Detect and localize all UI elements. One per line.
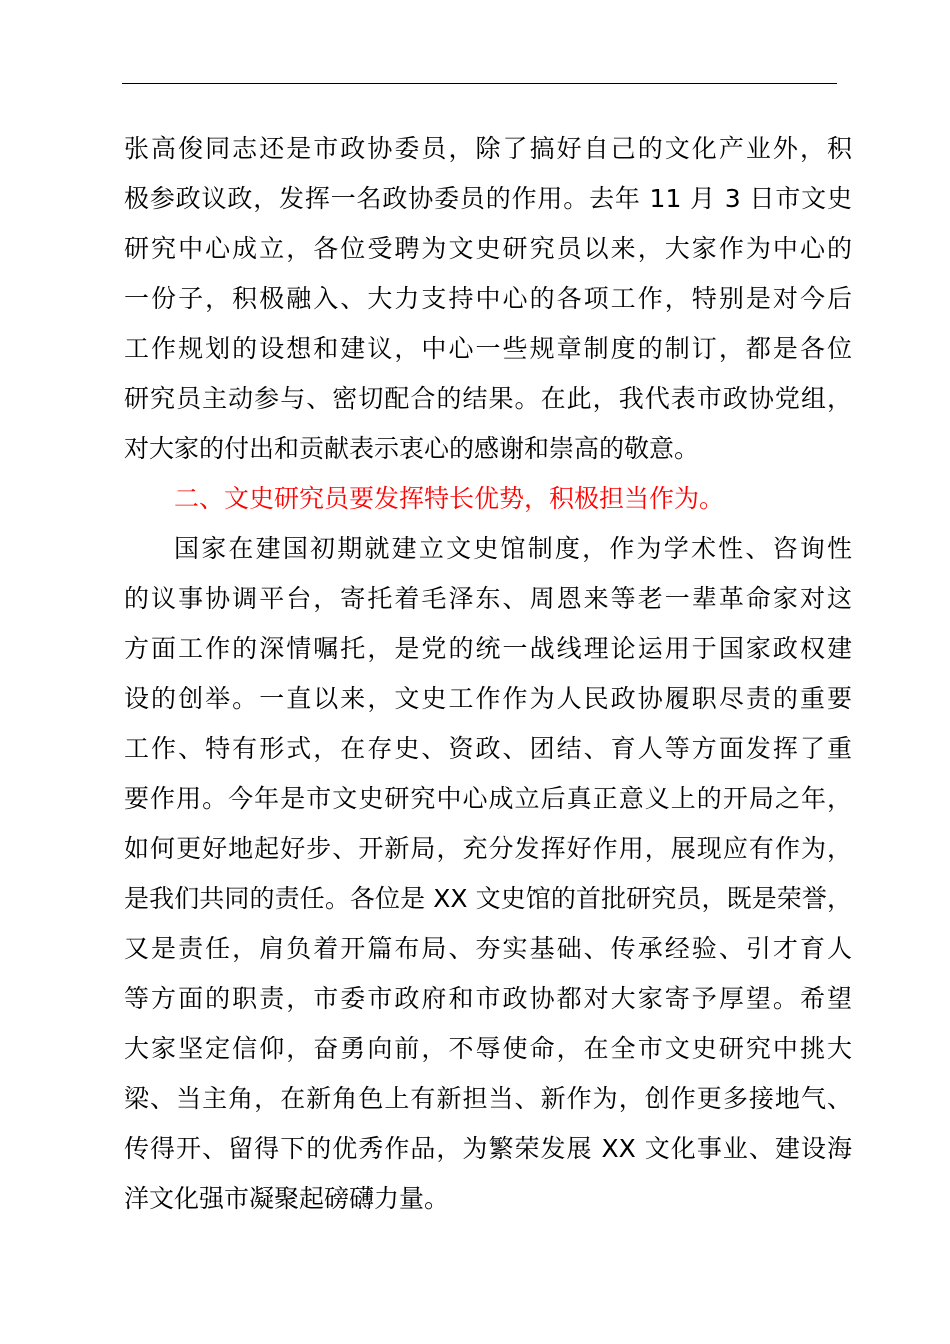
paragraph-2 <box>124 524 852 1224</box>
paragraph-line: 方面工作的深情嘱托，是党的统一战线理论运用于国家政权建 <box>124 634 852 663</box>
paragraph-line: 梁、当主角，在新角色上有新担当、新作为，创作更多接地气、 <box>124 1084 852 1113</box>
paragraph-line: 国家在建国初期就建立文史馆制度，作为学术性、咨询性 <box>174 534 852 563</box>
paragraph-line: 大家坚定信仰，奋勇向前，不辱使命，在全市文史研究中挑大 <box>124 1034 852 1063</box>
paragraph-line: 工作规划的设想和建议，中心一些规章制度的制订，都是各位 <box>124 334 852 363</box>
paragraph-line: 设的创举。一直以来，文史工作作为人民政协履职尽责的重要 <box>124 684 852 713</box>
header-rule <box>122 83 837 84</box>
paragraph-line: 要作用。今年是市文史研究中心成立后真正意义上的开局之年， <box>124 784 852 813</box>
paragraph-line: 对大家的付出和贡献表示衷心的感谢和崇高的敬意。 <box>124 434 700 463</box>
paragraph-line: 张高俊同志还是市政协委员，除了搞好自己的文化产业外，积 <box>124 134 852 163</box>
paragraph-line: 的议事协调平台，寄托着毛泽东、周恩来等老一辈革命家对这 <box>124 584 852 613</box>
section-heading: 二、文史研究员要发挥特长优势，积极担当作为。 <box>174 484 725 513</box>
paragraph-line: 又是责任，肩负着开篇布局、夯实基础、传承经验、引才育人 <box>124 934 852 963</box>
paragraph-line: 研究中心成立，各位受聘为文史研究员以来，大家作为中心的 <box>124 234 852 263</box>
paragraph-line: 一份子，积极融入、大力支持中心的各项工作，特别是对今后 <box>124 284 852 313</box>
paragraph-line: 工作、特有形式，在存史、资政、团结、育人等方面发挥了重 <box>124 734 852 763</box>
paragraph-line: 如何更好地起好步、开新局，充分发挥好作用，展现应有作为， <box>124 834 852 863</box>
paragraph-line: 极参政议政，发挥一名政协委员的作用。去年 11 月 3 日市文史 <box>124 184 852 213</box>
paragraph-line: 传得开、留得下的优秀作品，为繁荣发展 XX 文化事业、建设海 <box>124 1134 852 1163</box>
paragraph-line: 是我们共同的责任。各位是 XX 文史馆的首批研究员，既是荣誉， <box>124 884 852 913</box>
paragraph-line: 等方面的职责，市委市政府和市政协都对大家寄予厚望。希望 <box>124 984 852 1013</box>
paragraph-line: 洋文化强市凝聚起磅礴力量。 <box>124 1184 450 1213</box>
paragraph-1 <box>124 124 852 474</box>
paragraph-line: 研究员主动参与、密切配合的结果。在此，我代表市政协党组， <box>124 384 852 413</box>
document-body <box>124 124 852 1224</box>
